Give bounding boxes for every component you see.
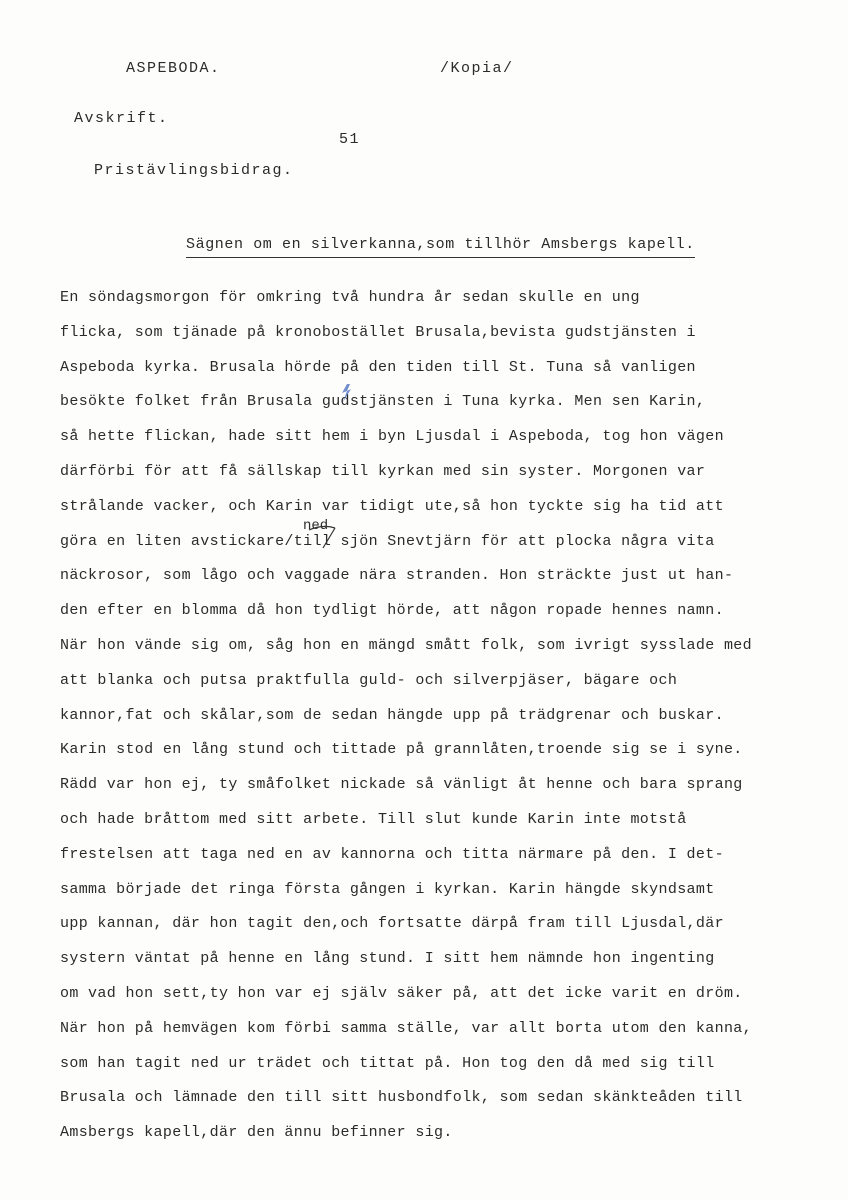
header-copy-note: /Kopia/	[440, 60, 514, 77]
text-line: systern väntat på henne en lång stund. I sitt hem nämnde hon ingenting	[60, 950, 715, 968]
text-line: göra en liten avstickare/till sjön Snevtjärn för att plocka några vita	[60, 532, 715, 550]
text-line: samma började det ringa första gången i kyrkan. Karin hängde skyndsamt	[60, 880, 715, 898]
insertion-caret-icon	[303, 520, 343, 550]
text-line: Rädd var hon ej, ty småfolket nickade så vänligt åt henne och bara sprang	[60, 776, 743, 794]
text-line: och hade bråttom med sitt arbete. Till slut kunde Karin inte motstå	[60, 811, 687, 828]
text-line: upp kannan, där hon tagit den,och fortsatte därpå fram till Ljusdal,där	[60, 915, 724, 933]
pen-mark-icon	[339, 383, 355, 409]
text-line: kannor,fat och skålar,som de sedan hängde upp på trädgrenar och buskar.	[60, 706, 724, 724]
document-title: Sägnen om en silverkanna,som tillhör Amsbergs kapell.	[186, 236, 695, 258]
text-line: Amsbergs kapell,där den ännu befinner sig.	[60, 1124, 453, 1142]
text-line: om vad hon sett,ty hon var ej själv säker på, att det icke varit en dröm.	[60, 985, 743, 1002]
text-line: näckrosor, som lågo och vaggade nära stranden. Hon sträckte just ut han-	[60, 567, 734, 585]
header-transcript-label: Avskrift.	[74, 110, 169, 127]
text-line: att blanka och putsa praktfulla guld- och silverpjäser, bägare och	[60, 671, 678, 689]
text-line: En söndagsmorgon för omkring två hundra år sedan skulle en ung	[60, 289, 640, 306]
text-line: så hette flickan, hade sitt hem i byn Ljusdal i Aspeboda, tog hon vägen	[60, 428, 724, 446]
text-line: den efter en blomma då hon tydligt hörde, att någon ropade hennes namn.	[60, 602, 724, 620]
text-line: När hon vände sig om, såg hon en mängd smått folk, som ivrigt sysslade med	[60, 637, 753, 654]
text-line: Aspeboda kyrka. Brusala hörde på den tiden till St. Tuna så vanligen	[60, 358, 696, 376]
text-line: besökte folket från Brusala gudstjänsten i Tuna kyrka. Men sen Karin,	[60, 393, 706, 411]
text-line: flicka, som tjänade på kronobostället Brusala,bevista gudstjänsten i	[60, 323, 696, 341]
handwritten-insertion: ned	[303, 518, 329, 534]
text-line: Karin stod en lång stund och tittade på grannlåten,troende sig se i syne.	[60, 741, 743, 759]
text-line: När hon på hemvägen kom förbi samma ställe, var allt borta utom den kanna,	[60, 1019, 753, 1037]
text-line: som han tagit ned ur trädet och tittat på. Hon tog den då med sig till	[60, 1054, 715, 1072]
header-competition-label: Pristävlingsbidrag.	[94, 162, 294, 179]
text-line: därförbi för att få sällskap till kyrkan med sin syster. Morgonen var	[60, 463, 706, 480]
text-line: Brusala och lämnade den till sitt husbondfolk, som sedan skänkteåden till	[60, 1089, 743, 1107]
header-place: ASPEBODA.	[126, 60, 221, 77]
text-line: strålande vacker, och Karin var tidigt ute,så hon tyckte sig ha tid att	[60, 497, 724, 515]
header-number: 51	[339, 131, 361, 148]
text-line: frestelsen att taga ned en av kannorna och titta närmare på den. I det-	[60, 845, 724, 863]
